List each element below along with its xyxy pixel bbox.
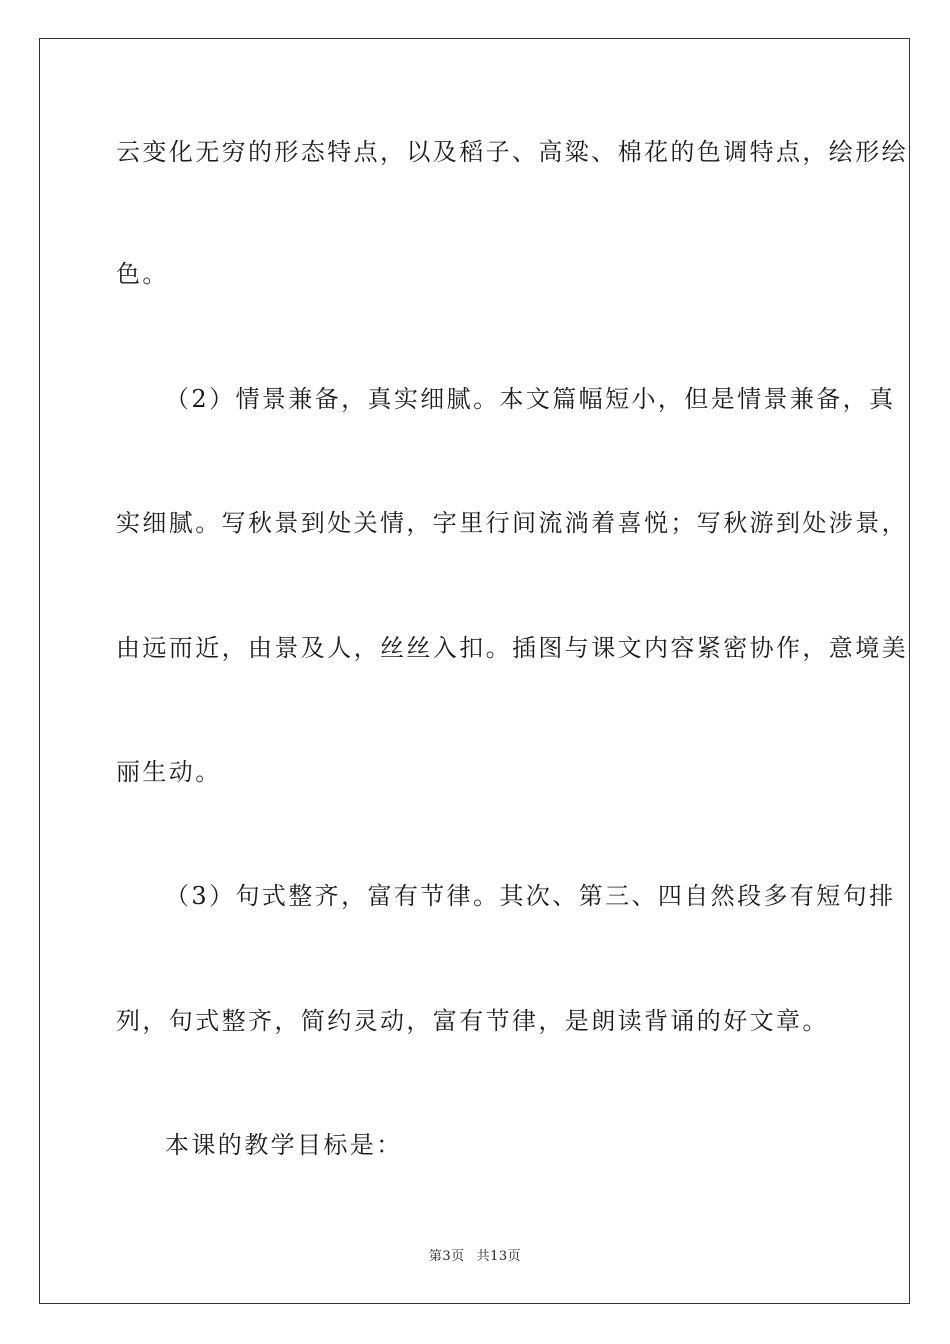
total-pages: 共13页 <box>476 1249 522 1264</box>
page-number: 第3页 <box>428 1249 465 1264</box>
paragraph-4-line-1: 本课的教学目标是： <box>165 1131 403 1159</box>
page-border <box>39 38 910 1304</box>
paragraph-3-line-2: 列，句式整齐，简约灵动，富有节律，是朗读背诵的好文章。 <box>116 1007 829 1035</box>
paragraph-2-line-1: （2）情景兼备，真实细腻。本文篇幅短小，但是情景兼备，真 <box>165 385 896 413</box>
paragraph-2-line-3: 由远而近，由景及人，丝丝入扣。插图与课文内容紧密协作，意境美 <box>116 634 908 662</box>
paragraph-2-line-4: 丽生动。 <box>116 758 222 786</box>
paragraph-3-line-1: （3）句式整齐，富有节律。其次、第三、四自然段多有短句排 <box>165 882 896 910</box>
paragraph-1-line-2: 色。 <box>116 260 169 288</box>
paragraph-1-line-1: 云变化无穷的形态特点，以及稻子、高粱、棉花的色调特点，绘形绘 <box>116 138 908 166</box>
paragraph-2-line-2: 实细腻。写秋景到处关情，字里行间流淌着喜悦；写秋游到处涉景， <box>116 509 908 537</box>
page-footer <box>0 1248 950 1266</box>
